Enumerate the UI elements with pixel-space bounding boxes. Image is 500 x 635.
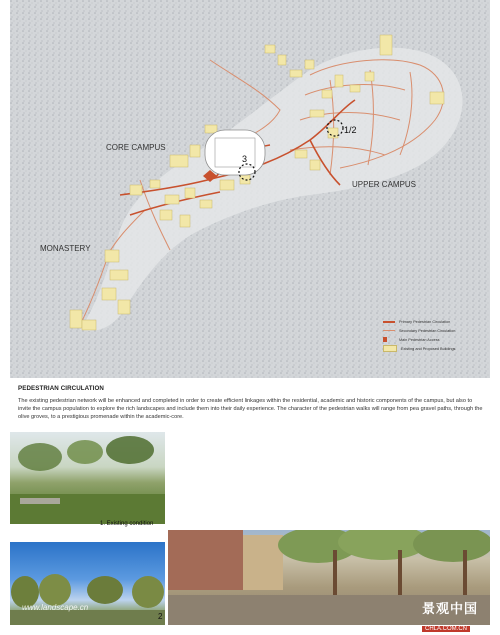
legend-swatch <box>383 345 397 352</box>
map-legend <box>383 317 483 353</box>
legend-label: Secondary Pedestrian Circulation <box>399 328 456 333</box>
legend-swatch <box>383 321 395 323</box>
label-upper-campus: UPPER CAMPUS <box>352 180 417 189</box>
legend-label: Main Pedestrian Access <box>399 337 440 342</box>
legend-item <box>383 326 483 335</box>
photo-olive-grove <box>10 432 165 524</box>
legend-item <box>383 344 483 353</box>
brand-en: CHLA.COM.CN <box>422 626 470 632</box>
legend-item <box>383 317 483 326</box>
label-marker-a: 1/2 <box>344 125 357 135</box>
brand-logo <box>422 598 494 632</box>
sports-field <box>205 130 265 175</box>
section-body: The existing pedestrian network will be enhanced and completed in order to create efficient linkages within the residential, academic and historic components of the campus, but also to invite the campus population to explore the rich landscapes and include them into their daily experience. The character of the pedestrian walks will range from pea gravel paths, through the olive groves, to a prestigious promenade within the academic-core. <box>18 398 483 420</box>
legend-label: Existing and Proposed Buildings <box>401 346 456 351</box>
legend-swatch <box>383 330 395 331</box>
section-title: PEDESTRIAN CIRCULATION <box>18 385 104 392</box>
label-marker-b: 3 <box>242 154 248 164</box>
label-core-campus: CORE CAMPUS <box>106 143 166 152</box>
label-monastery: MONASTERY <box>40 244 91 253</box>
photo-existing-condition <box>10 432 165 524</box>
photo-caption-2: 2 <box>158 612 163 621</box>
brand-cn: 景观中国 <box>422 601 479 616</box>
legend-item <box>383 335 483 344</box>
photo-olive-trees <box>10 542 165 625</box>
legend-label: Primary Pedestrian Circulation <box>399 319 451 324</box>
photo-trees <box>10 542 165 625</box>
watermark-text: www.landscape.cn <box>22 603 89 612</box>
photo-caption-1: 1. Existing condition <box>100 521 154 527</box>
legend-swatch <box>383 337 387 342</box>
